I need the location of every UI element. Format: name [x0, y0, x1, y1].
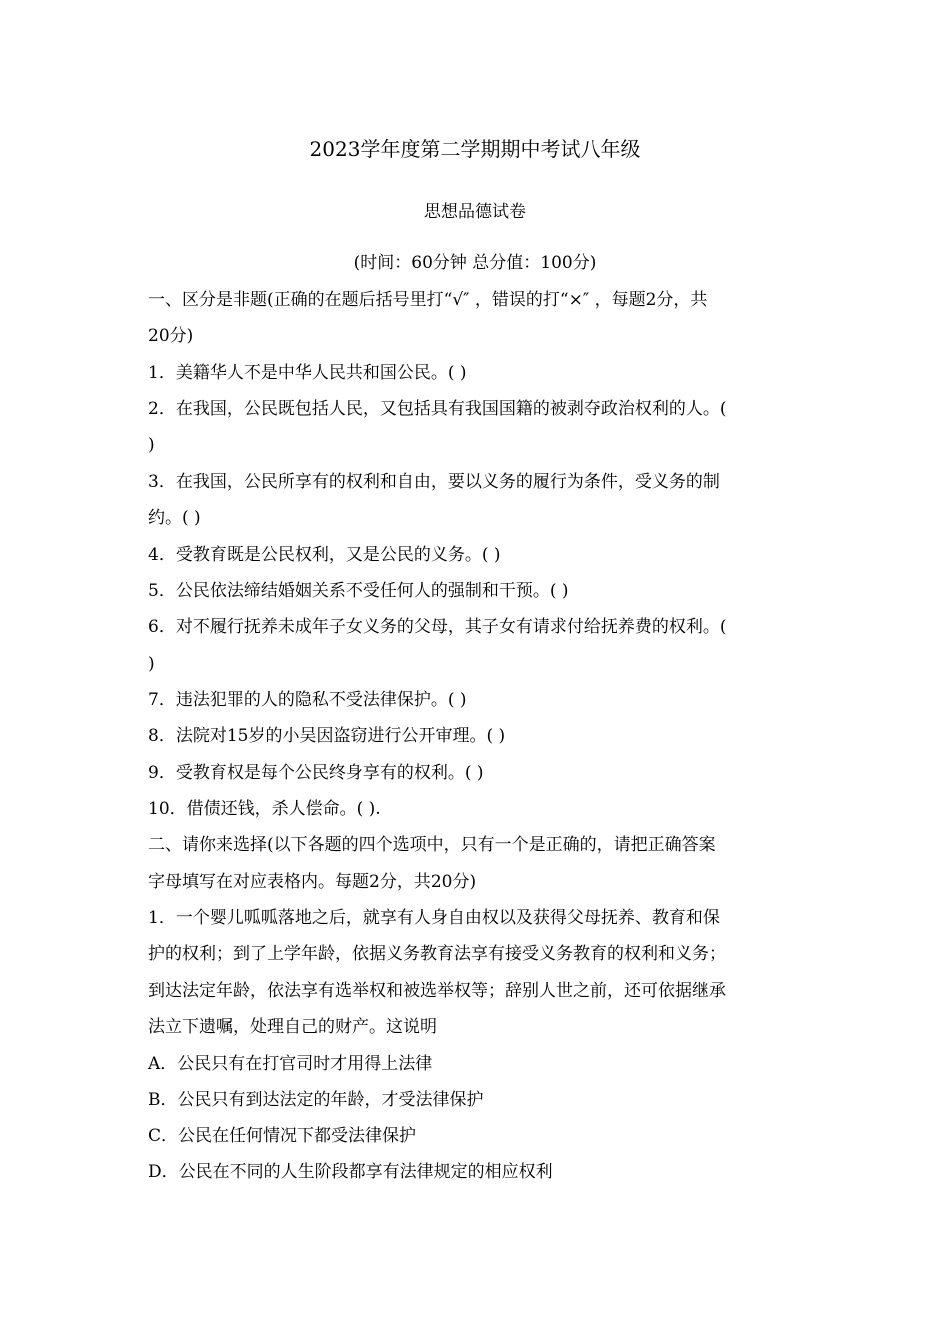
- tf-question-2-cont: ): [148, 435, 155, 455]
- exam-time-info: (时间：60分钟 总分值：100分): [353, 253, 597, 273]
- tf-question-3: 3．在我国，公民所享有的权利和自由，要以义务的履行为条件，受义务的制: [148, 472, 720, 492]
- tf-question-9: 9．受教育权是每个公民终身享有的权利。( ): [148, 763, 484, 783]
- tf-question-7: 7．违法犯罪的人的隐私不受法律保护。( ): [148, 690, 467, 710]
- mc-question-1-cont: 法立下遗嘱，处理自己的财产。这说明: [148, 1017, 437, 1037]
- tf-question-10: 10．借债还钱，杀人偿命。( ).: [148, 799, 381, 819]
- tf-question-2: 2．在我国，公民既包括人民，又包括具有我国国籍的被剥夺政治权利的人。(: [148, 399, 727, 419]
- section1-heading-cont: 20分): [148, 326, 194, 346]
- tf-question-1: 1．美籍华人不是中华人民共和国公民。( ): [148, 363, 467, 383]
- mc-question-1-cont: 护的权利；到了上学年龄，依据义务教育法享有接受义务教育的权利和义务；: [148, 944, 726, 964]
- tf-question-6: 6．对不履行抚养未成年子女义务的父母，其子女有请求付给抚养费的权利。(: [148, 617, 727, 637]
- mc-option-c: C．公民在任何情况下都受法律保护: [148, 1126, 417, 1146]
- section1-heading: 一、区分是非题(正确的在题后括号里打“√″ ，错误的打“×″ ，每题2分，共: [148, 290, 708, 310]
- exam-title: 2023学年度第二学期期中考试八年级: [309, 137, 641, 161]
- section2-heading: 二、请你来选择(以下各题的四个选项中，只有一个是正确的，请把正确答案: [148, 835, 716, 855]
- exam-subtitle: 思想品德试卷: [424, 202, 526, 222]
- mc-option-a: A．公民只有在打官司时才用得上法律: [148, 1054, 433, 1074]
- tf-question-3-cont: 约。( ): [148, 508, 201, 528]
- tf-question-5: 5．公民依法缔结婚姻关系不受任何人的强制和干预。( ): [148, 581, 569, 601]
- tf-question-8: 8．法院对15岁的小吴因盗窃进行公开审理。( ): [148, 726, 506, 746]
- tf-question-4: 4．受教育既是公民权利，又是公民的义务。( ): [148, 545, 501, 565]
- section2-heading-cont: 字母填写在对应表格内。每题2分，共20分): [148, 872, 477, 892]
- mc-option-b: B．公民只有到达法定的年龄，才受法律保护: [148, 1090, 484, 1110]
- mc-option-d: D．公民在不同的人生阶段都享有法律规定的相应权利: [148, 1162, 553, 1182]
- tf-question-6-cont: ): [148, 654, 155, 674]
- mc-question-1: 1．一个婴儿呱呱落地之后，就享有人身自由权以及获得父母抚养、教育和保: [148, 908, 720, 928]
- mc-question-1-cont: 到达法定年龄，依法享有选举权和被选举权等；辞别人世之前，还可依据继承: [148, 981, 726, 1001]
